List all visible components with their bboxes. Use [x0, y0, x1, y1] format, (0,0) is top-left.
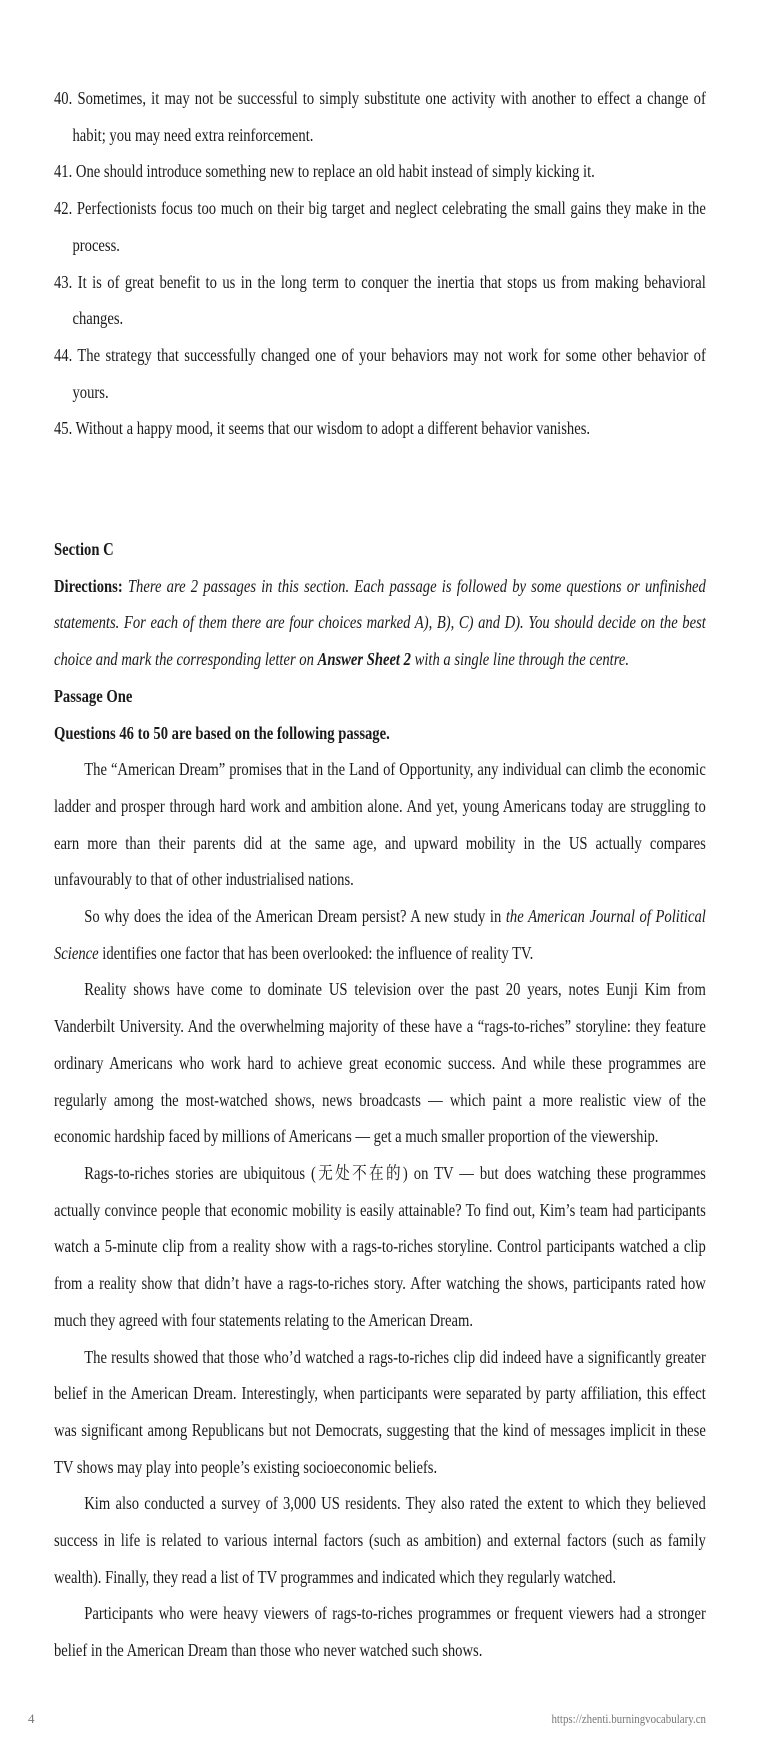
question-text: Without a happy mood, it seems that our wisdom to adopt a different behavior vanishes.: [75, 418, 591, 439]
directions-text: There are 2 passages in this section. Each passage is followed by some questions or unfinished statements. For each of them there are four choices marked A), B), C) and D). You should decide on the best choice and mark the corresponding letter on: [54, 575, 706, 670]
section-directions: [54, 568, 706, 678]
question-number: 45.: [54, 418, 73, 439]
paragraph-text: So why does the idea of the American Dream persist? A new study in: [84, 906, 502, 927]
question-number: 40.: [54, 88, 73, 108]
journal-title: the American Journal of Political Science: [54, 906, 706, 963]
page-number: 4: [28, 1711, 35, 1726]
directions-answer-sheet: Answer Sheet 2: [317, 649, 411, 670]
question-number: 41.: [54, 161, 73, 182]
question-text: The strategy that successfully changed one of your behaviors may not work for some other behavior of yours.: [72, 344, 706, 402]
passage-paragraph-1: The “American Dream” promises that in the Land of Opportunity, any individual can climb the economic ladder and prosper through hard work and ambition alone. And yet, young Americans today are struggling to earn more than their parents did at the same age, and upward mobility in the US actually compares unfavourably to that of other industrialised nations.: [54, 759, 706, 890]
section-title: Section C: [54, 539, 114, 560]
question-number: 43.: [54, 271, 73, 292]
question-text: Perfectionists focus too much on their big target and neglect celebrating the small gains they make in the process.: [72, 198, 706, 255]
question-text: Sometimes, it may not be successful to simply substitute one activity with another to effect a change of habit; you may need extra reinforcement.: [72, 88, 706, 145]
passage-paragraph-4: Rags-to-riches stories are ubiquitous (无处不在的) on TV — but does watching these programmes actually convince people that economic mobility is easily attainable? To find out, Kim’s team had participants watch a 5-minute clip from a reality show with a rags-to-riches storyline. Control participants watched a clip from a reality show that didn’t have a rags-to-riches story. After watching the shows, participants rated how much they agreed with four statements relating to the American Dream.: [54, 1162, 706, 1330]
question-41: [54, 153, 706, 190]
document-page: [54, 80, 706, 1669]
paragraph-text: identifies one factor that has been overlooked: the influence of reality TV.: [102, 942, 534, 963]
question-number: 44.: [54, 344, 73, 365]
question-40: [54, 80, 706, 153]
passage-paragraph-7: Participants who were heavy viewers of rags-to-riches programmes or frequent viewers had a stronger belief in the American Dream than those who never watched such shows.: [54, 1603, 706, 1661]
section-gap: [54, 447, 706, 531]
directions-label: Directions:: [54, 575, 123, 596]
passage-subtitle: Questions 46 to 50 are based on the following passage.: [54, 722, 390, 743]
question-text: It is of great benefit to us in the long term to conquer the inertia that stops us from making behavioral changes.: [72, 271, 706, 329]
passage-title: Passage One: [54, 685, 133, 706]
question-45: [54, 410, 706, 447]
question-44: [54, 337, 706, 410]
question-42: [54, 190, 706, 263]
directions-end: with a single line through the centre.: [414, 649, 629, 670]
question-list: [54, 80, 706, 447]
passage-paragraph-6: Kim also conducted a survey of 3,000 US residents. They also rated the extent to which they believed success in life is related to various internal factors (such as ambition) and external factors (such as family wealth). Finally, they read a list of TV programmes and indicated which they regularly watched.: [54, 1493, 706, 1587]
page-footer: [0, 1711, 760, 1735]
passage-paragraph-5: The results showed that those who’d watched a rags-to-riches clip did indeed have a significantly greater belief in the American Dream. Interestingly, when participants were separated by party affiliation, this effect was significant among Republicans but not Democrats, suggesting that the kind of messages implicit in these TV shows may play into people’s existing socioeconomic beliefs.: [54, 1346, 706, 1477]
passage-paragraph-2: [54, 898, 706, 971]
passage-paragraph-3: Reality shows have come to dominate US television over the past 20 years, notes Eunji Kim from Vanderbilt University. And the overwhelming majority of these have a “rags-to-riches” storyline: they feature ordinary Americans who work hard to achieve great economic success. And while these programmes are regularly among the most-watched shows, news broadcasts — which paint a more realistic view of the economic hardship faced by millions of Americans — get a much smaller proportion of the viewership.: [54, 979, 706, 1147]
question-number: 42.: [54, 198, 73, 219]
question-43: [54, 264, 706, 337]
question-text: One should introduce something new to replace an old habit instead of simply kicking it.: [75, 161, 595, 182]
footer-url: https://zhenti.burningvocabulary.cn: [551, 1711, 706, 1726]
